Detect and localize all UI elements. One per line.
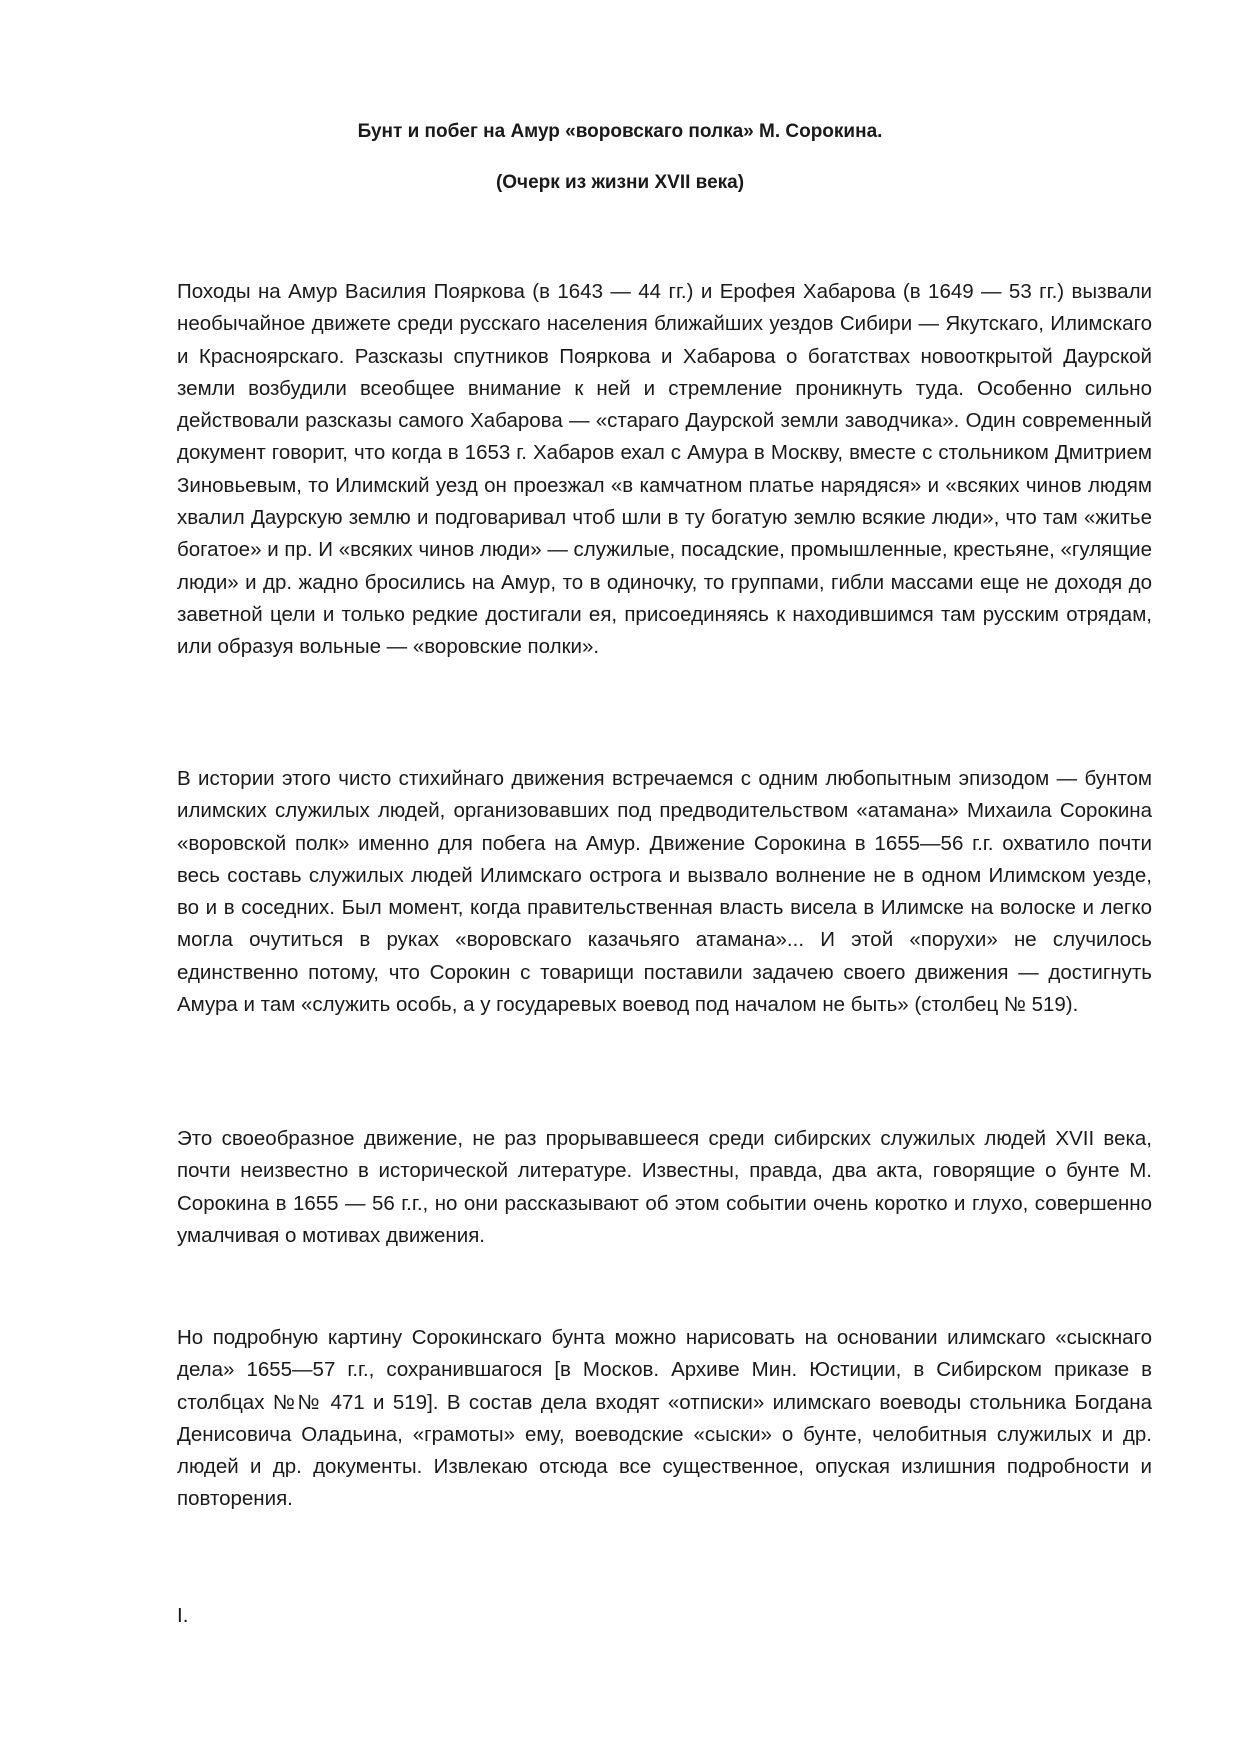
paragraph: В истории этого чисто стихийнаго движения встречаемся с одним любопытным эпизодом — бунтом илимских служилых людей, организовавших под предводительством «атамана» Михаила Сорокина «воровской полк» именно для побега на Амур. Движение Сорокина в 1655—56 г.г. охватило почти весь составь служилых людей Илимскаго острога и вызвало волнение не в одном Илимском уезде, во и в соседних. Был момент, когда правительственная власть висела в Илимске на волоске и легко могла очутиться в руках «воровскаго казачьяго атамана»... И этой «порухи» не случилось единственно потому, что Сорокин с товарищи поставили задачею своего движения — достигнуть Амура и там «служить особь, а у государевых воевод под началом не быть» (столбец № 519). [177, 767, 1152, 1017]
document-title: Бунт и побег на Амур «воровскаго полка» М. Сорокина. [357, 121, 883, 142]
paragraph: Это своеобразное движение, не раз прорывавшееся среди сибирских служилых людей XVII века, почти неизвестно в исторической литературе. Известны, правда, два акта, говорящие о бунте М. Сорокина в 1655 — 56 г.г., но они рассказывают об этом событии очень коротко и глухо, совершенно умалчивая о мотивах движения. [177, 1127, 1152, 1247]
paragraph: Но подробную картину Сорокинскаго бунта можно нарисовать на основании илимскаго «сыскнаго дела» 1655—57 г.г., сохранившагося [в Москов. Архиве Мин. Юстиции, в Сибирском приказе в столбцах №№ 471 и 519]. В состав дела входят «отписки» илимскаго воеводы стольника Богдана Денисовича Оладьина, «грамоты» ему, воеводские «сыски» о бунте, челобитныя служилых и др. людей и др. документы. Извлекаю отсюда все существенное, опуская излишния подробности и повторения. [177, 1326, 1152, 1511]
document-subtitle: (Очерк из жизни XVII века) [495, 172, 745, 193]
paragraph: Походы на Амур Василия Пояркова (в 1643 — 44 гг.) и Ерофея Хабарова (в 1649 — 53 гг.) вызвали необычайное движете среди русскаго населения ближайших уездов Сибири — Якутскаго, Илимскаго и Красноярскаго. Разсказы спутников Пояркова и Хабарова о богатствах новооткрытой Даурской земли возбудили всеобщее внимание к ней и стремление проникнуть туда. Особенно сильно действовали разсказы самого Хабарова — «стараго Даурской земли заводчика». Один современный документ говорит, что когда в 1653 г. Хабаров ехал с Амура в Москву, вместе с стольником Дмитрием Зиновьевым, то Илимский уезд он проезжал «в камчатном платье нарядяся» и «всяких чинов людям хвалил Даурскую землю и подговаривал чтоб шли в ту богатую землю всякие люди», что там «житье богатое» и пр. И «всяких чинов люди» — служилые, посадские, промышленные, крестьяне, «гулящие люди» и др. жадно бросились на Амур, то в одиночку, то группами, гибли массами еще не доходя до заветной цели и только редкие достигали ея, присоединяясь к находившимся там русским отрядам, или образуя вольные — «воровские полки». [177, 280, 1152, 659]
section-number: I. [177, 1604, 189, 1627]
